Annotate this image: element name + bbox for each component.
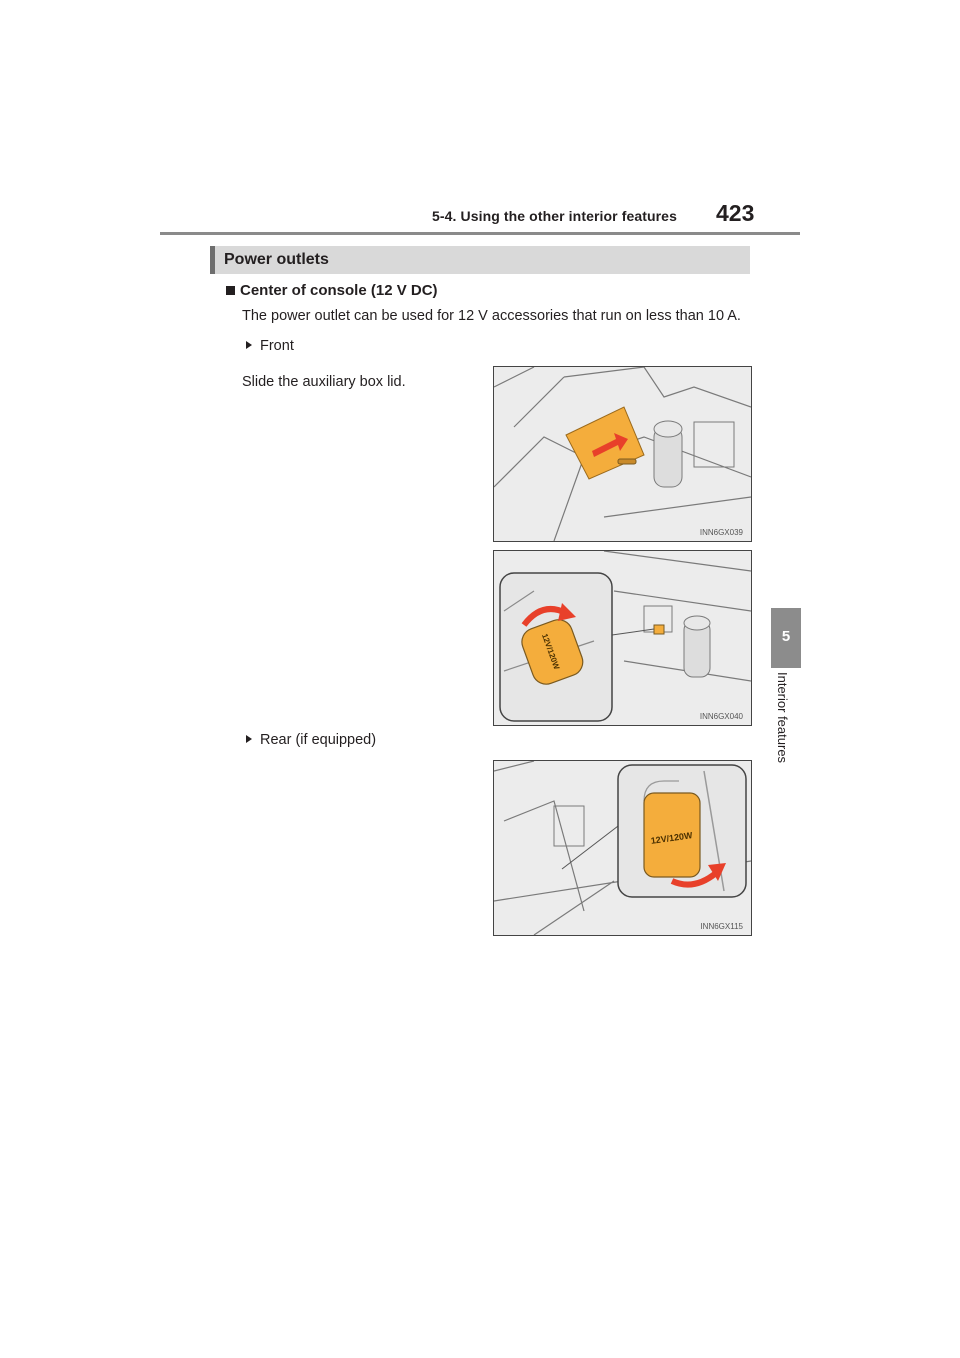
section-marker bbox=[210, 246, 215, 274]
figure-open-cover bbox=[493, 550, 752, 726]
section-title-bar bbox=[210, 246, 750, 274]
bullet-rear bbox=[246, 732, 376, 748]
figure-slide-lid bbox=[493, 366, 752, 542]
console-illustration-2 bbox=[494, 551, 751, 725]
chapter-number: 5 bbox=[781, 628, 791, 645]
subsection-description: The power outlet can be used for 12 V accessories that run on less than 10 A. bbox=[242, 308, 741, 324]
bullet-rear-text: Rear (if equipped) bbox=[260, 732, 377, 748]
header-divider bbox=[160, 232, 800, 235]
figure-id: INN6GX039 bbox=[699, 528, 743, 537]
step-text: Slide the auxiliary box lid. bbox=[242, 374, 406, 390]
square-bullet-icon bbox=[226, 286, 235, 295]
running-header: 5-4. Using the other interior features bbox=[432, 208, 677, 224]
chapter-label: Interior features bbox=[775, 672, 790, 764]
page-number: 423 bbox=[716, 200, 755, 226]
bullet-front bbox=[246, 338, 294, 354]
chapter-tab bbox=[771, 608, 801, 668]
subsection-heading bbox=[226, 282, 438, 299]
bullet-front-text: Front bbox=[260, 338, 294, 354]
triangle-bullet-icon bbox=[246, 341, 252, 349]
subsection-heading-text: Center of console (12 V DC) bbox=[240, 282, 438, 299]
cover-label: 12V/120W bbox=[650, 830, 694, 846]
console-illustration-1 bbox=[494, 367, 751, 541]
rear-console-illustration bbox=[494, 761, 751, 935]
cover-label: 12V/120W bbox=[539, 632, 562, 671]
section-title: Power outlets bbox=[224, 251, 329, 268]
figure-id: INN6GX115 bbox=[700, 922, 743, 931]
figure-id: INN6GX040 bbox=[699, 712, 743, 721]
figure-rear-outlet bbox=[493, 760, 752, 936]
triangle-bullet-icon bbox=[246, 735, 252, 743]
